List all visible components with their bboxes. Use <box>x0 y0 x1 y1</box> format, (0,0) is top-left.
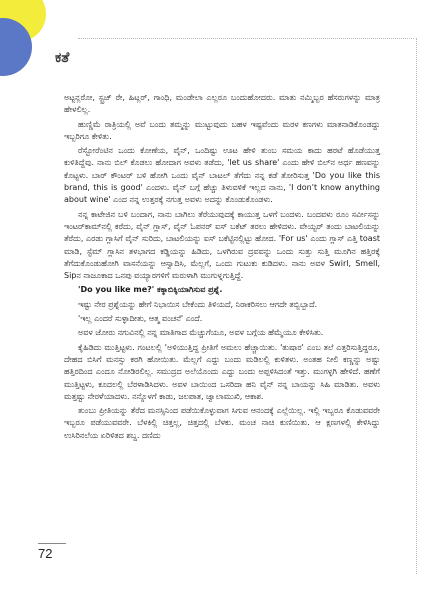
page-number: 72 <box>38 546 53 561</box>
paragraph: ಅಟ್ಟನ್ಲರೋ, ಸ್ಟ್ರಜ್‌ ರೇ, ಹಿಟ್ಲರ್, ಗಾಂಧಿ, ಮಂಡೇಲಾ ಎಲ್ಲರೂ ಬಂದುಹೋದರು. ಮಾತು ನಮ್ಮಿಬ್ಬರ ಹೆಸರುಗಳನ್ನು ಮಾತ್ರ ಹೇಳಲಿಲ್ಲ. <box>64 93 380 115</box>
paragraph: ಕೈಹಿಡಿದು ಮುತ್ತಿಟ್ಟಳು. ಗಂಟಲಲ್ಲಿ 'ಅಳಿಯುತ್ತಿದ್ದ ಪ್ರೀತಿಗೆ ಅಮಲು ಹೆಚ್ಚಾಯಿತು. 'ತುಷಾರ' ಎಂಬ ತಲೆ ಎತ್ತರಿಸುತ್ತಿದ್ದರೂ, ದೇಹದ ಬಿಸಿಗೆ ಮನಸ್ಸು ಕರಗಿ ಹೋಯಿತು. ಮೆಲ್ಲಗೆ ಎದ್ದು ಬಂದು ಮಡಿಲಲ್ಲಿ ಕುಳಿತಳು. ಅಂತಹ ನೀಲಿ ಕಣ್ಣನ್ನು ಅಷ್ಟು ಹತ್ತಿರದಿಂದ ಎಂದೂ ನೋಡಿರಲಿಲ್ಲ. ಸಮುದ್ರದ ಅಲೆಯೊಂದು ಎದ್ದು ಬಂದು ಅಪ್ಪಳಿಸಿದಂತೆ ಇತ್ತು. ಮುಗಳ್ಳಗಿ ಹೇಳಿದೆ. ಹಣೆಗೆ ಮುತ್ತಿಟ್ಟಳು, ಕೂದಲಲ್ಲಿ ಬೆರಳಾಡಿಸಿದಳು. ಅವಳ ಬಾಯಿಂದ ಒಸರಿದಾ ಹನಿ ವೈನ್ ನನ್ನ ಬಾಯನ್ನು ಸಿಹಿ ಮಾಡಿತು. ಅವಳು ಮತ್ತಷ್ಟು ನೇರಳೆಯಾದಳು. ನನ್ನೊಳಗೆ ಕಾಡು, ಜಲಪಾತ, ಜ್ವಾಲಾಮುಖಿ, ಆಕಾಶ. <box>64 342 380 401</box>
paragraph: ಹುಣ್ಣಿಮೆ ರಾತ್ರಿಯಲ್ಲಿ ಅವೆ ಬಂದು ತಮ್ಮನ್ನು ಮುಟ್ಟುವುದು ಬಹಳ ಇಷ್ಟವೆಂದು ಮರಳ ಕಣಗಳು ಮಾತನಾಡಿಕೊಂಡದ್ದು ಇಬ್ಬರಿಗೂ ಕೇಳಿತು. <box>64 119 380 141</box>
paragraph: 'ಇಲ್ಲ ಎಂದರೆ ಸುಳ್ಳಾದೀತು, ಆತ್ಮ ವಂಚನೆ' ಎಂದೆ. <box>78 314 203 324</box>
header-dotted-rule <box>78 38 414 39</box>
paragraph: ನನ್ನ ಕಾಟೇಜಿನ ಬಳಿ ಬಂದಾಗ, ನಾನು ಬಾಗಿಲು ತೆರೆಯುವುದಕ್ಕೆ ಕಾಯುತ್ತ ಒಳಗೆ ಬಂದಳು. ಬಂದವಳು ರೂಂ ಸರ್ವೀಸನ್ನು ಇಂಟರ್‌ಕಾಮ್‌ನಲ್ಲಿ ಕರೆದು, ವೈನ್ ಗ್ಲಾಸ್, ವೈನ್ ಓಪನರ್ ಐಸ್ ಬಕೆಟ್ ತರಲು ಹೇಳಿದಳು. ವೇಯ್ಟರ್ ತಂದು ಬಾಟಲಿಯನ್ನು ತೆರೆದು, ಎರಡು ಗ್ಲಾಸಿಗೆ ವೈನ್ ಸುರಿದು, ಬಾಟಲಿಯನ್ನು ಐಸ್ ಬಕೆಟ್ಟಿನಲ್ಲಿಟ್ಟು ಹೋದ. 'For us' ಎಂದು ಗ್ಲಾಸ್ ಎತ್ತಿ toast ಮಾಡಿ, ಸ್ಟೆಮ್ ಗ್ಲಾಸಿನ ತಳಭಾಗದ ಕಡ್ಡಿಯನ್ನು ಹಿಡಿದು, ಒಳಗಿರುವ ದ್ರವವನ್ನು ಒಂದು ಸುತ್ತು ಸುತ್ತಿ ಮೂಗಿನ ಹತ್ತಿರಕ್ಕೆ ತೆಗೆದುಕೊಂಡುಹೋಗಿ ವಾಸನೆಯನ್ನು ಆಸ್ವಾದಿಸಿ, ಮೆಲ್ಲಗೆ, ಒಂದು ಗುಟುಕು ಕುಡಿದಳು. ನಾನು ಅವಳ Swirl, Smell, Sipನ ನಾಜೂಕಾದ ಒನಪು ವಯ್ಯಾರಗಳಿಗೆ ಮರುಳಾಗಿ ಮುಗುಳ್ನಗುತ್ತಿದ್ದೆ. <box>64 209 380 281</box>
margin-dotted-rule <box>416 38 417 574</box>
section-title: ಕತೆ <box>55 50 70 66</box>
paragraph: 'Do you like me?' ಕಕ್ಕಾಬಿಕ್ಕಿಯಾಗಿಸುವ ಪ್ರಶ್ನೆ. <box>78 285 223 295</box>
paragraph: ಇಷ್ಟು ನೇರ ಪ್ರಶ್ನೆಯನ್ನು ಹೇಗೆ ನಿಭಾಯಿಸ ಬೇಕೆಂದು ತಿಳಿಯದೆ, ನಿರಾಕರಿಸಲು ಆಗದೇ ತಬ್ಬಿಬ್ಬಾದೆ. <box>78 299 318 309</box>
story-text <box>64 92 380 444</box>
paragraph: ಅವಳ ಜೋರು ನಗುವಿನಲ್ಲಿ ನನ್ನ ಮಾತಿಗಾದ ಮೆಚ್ಚುಗೆಯೂ, ಅವಳ ಬಗ್ಗೆಯ ಹೆಮ್ಮೆಯೂ ಕೇಳಿಸಿತು. <box>78 328 324 338</box>
paragraph: ರೆಸ್ಟೋರೆಂಟಿನ ಒಂದು ಕೋಣೆಯ, ವೈನ್, ಒಂದಿಷ್ಟು ಊಟ ಹೇಳಿ ತುಂಬ ಸಮಯ ಕಾದು ಹರಟೆ ಹೊಡೆಯುತ್ತ ಕುಳಿತಿದ್ದೆವು. ನಾನು ಬಿಲ್ ಕೊಡಲು ಹೋದಾಗ ಅವಳು ತಡೆದು, 'let us share' ಎಂದು ಹೇಳಿ ಬಿಲ್‌ನ ಅರ್ಧ ಹಣವನ್ನು ಕೊಟ್ಟಳು. ಬಾರ್ ಕೌಂಟರ್ ಬಳಿ ಹೋಗಿ ಒಂದು ವೈನ್ ಬಾಟಲ್ ತೆಗೆದು ನನ್ನ ಕಡೆ ತೋರಿಸುತ್ತ 'Do you like this brand, this is good' ಎಂದಳು. ವೈನ್ ಬಗ್ಗೆ ಹೆಚ್ಚು ತಿಳುವಳಿಕೆ ಇಲ್ಲದ ನಾನು, 'I don't know anything about wine' ಎಂದ ನನ್ನ ಉತ್ತರಕ್ಕೆ ನಗುತ್ತ ಅವಳು ಅದನ್ನು ಕೊಂಡುಕೊಂಡಳು. <box>64 146 380 205</box>
paragraph: ತುಂಬು ಪ್ರೀತಿಯನ್ನು ತೆರೆದ ಮನಸ್ಸಿನಿಂದ ಪಡೆಯಿಕೊಳ್ಳುವಾಗ ಸಿಗುವ ಆನಂದಕ್ಕೆ ಎಲ್ಲೆಯಿಲ್ಲ. ಇಲ್ಲಿ ಇಬ್ಬರೂ ಕೊಡುವವರೇ ಇಬ್ಬರೂ ಪಡೆಯುವವರೇ. ಬೆಳಕಿಲ್ಲಿ ಚಿತ್ತಲ್ಲ, ಚಿತ್ತದಲ್ಲಿ ಬೆಳಕು. ಮಂಚ ನಾಚಿ ಕುಣಿಯಿತು. ಆ ಕ್ಷಣಗಳಲ್ಲಿ ಕೇಳಿಸಿದ್ದು ಉಸಿರಿನಲೆಯ ಏರಿಳಿತದ ಶಬ್ದ. ದಣಿದು <box>64 406 380 440</box>
footer-rule <box>38 543 66 544</box>
